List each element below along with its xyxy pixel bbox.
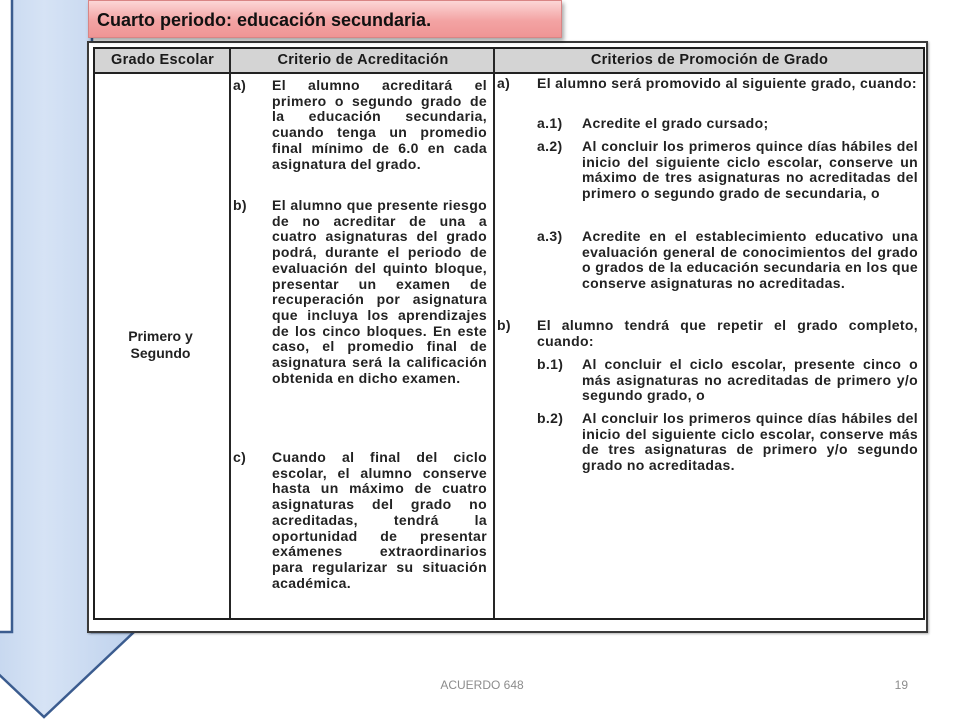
item-label: a.1): [537, 115, 563, 131]
item-text: Acredite en el establecimiento educativo una evaluación general de conocimientos del grado o grados de la educación secundaria en los que conserve asignaturas no acreditadas.: [582, 228, 918, 292]
item-text: El alumno será promovido al siguiente grado, cuando:: [537, 75, 917, 91]
grade-cell: [93, 328, 228, 362]
grade-line: Segundo: [130, 345, 191, 361]
item-label: b): [233, 197, 247, 213]
item-text: Acredite el grado cursado;: [582, 115, 769, 131]
item-text: Al concluir el ciclo escolar, presente cinco o más asignaturas no acreditadas de primero y/o segundo grado, o: [582, 356, 918, 404]
item-text: El alumno acreditará el primero o segundo grado de la educación secundaria, cuando tenga un promedio final mínimo de 6.0 en cada asignatura del grado.: [272, 77, 487, 172]
item-label: b): [497, 317, 511, 333]
column-divider: [229, 49, 231, 618]
item-text: El alumno que presente riesgo de no acreditar de una a cuatro asignaturas del grado podrá, durante el periodo de evaluación del quinto bloque, presentar un examen de recuperación por asignatura que incluya los aprendizajes de los cinco bloques. En este caso, el promedio final de asignatura será la calificación obtenida en dicho examen.: [272, 197, 487, 386]
header-grado-escolar: Grado Escolar: [110, 52, 215, 68]
page-number: 19: [894, 678, 908, 692]
column-divider: [493, 49, 495, 618]
item-label: a): [233, 77, 247, 93]
item-text: Al concluir los primeros quince días hábiles del inicio del siguiente ciclo escolar, conserve un máximo de tres asignaturas no acreditadas del primero o segundo grado de secundaria, o: [582, 138, 918, 202]
item-label: b.2): [537, 410, 564, 426]
table-header-row: [95, 49, 923, 74]
item-text: Al concluir los primeros quince días hábiles del inicio del siguiente ciclo escolar, conserve más de tres asignaturas de primero y/o segundo grado no acreditadas.: [582, 410, 918, 474]
item-label: c): [233, 449, 247, 465]
item-text: Cuando al final del ciclo escolar, el alumno conserve hasta un máximo de cuatro asignaturas del grado no acreditadas, tendrá la oportunidad de presentar exámenes extraordinarios para regularizar su situación académica.: [272, 449, 487, 591]
item-text: El alumno tendrá que repetir el grado completo, cuando:: [537, 317, 918, 349]
header-criterios-promocion: Criterios de Promoción de Grado: [590, 52, 829, 68]
grade-line: Primero y: [128, 328, 193, 344]
item-label: a.3): [537, 228, 563, 244]
item-label: a.2): [537, 138, 563, 154]
item-label: a): [497, 75, 511, 91]
slide-title: Cuarto periodo: educación secundaria.: [88, 0, 562, 38]
footer-text: ACUERDO 648: [440, 678, 524, 692]
header-criterio-acreditacion: Criterio de Acreditación: [277, 52, 449, 68]
item-label: b.1): [537, 356, 564, 372]
